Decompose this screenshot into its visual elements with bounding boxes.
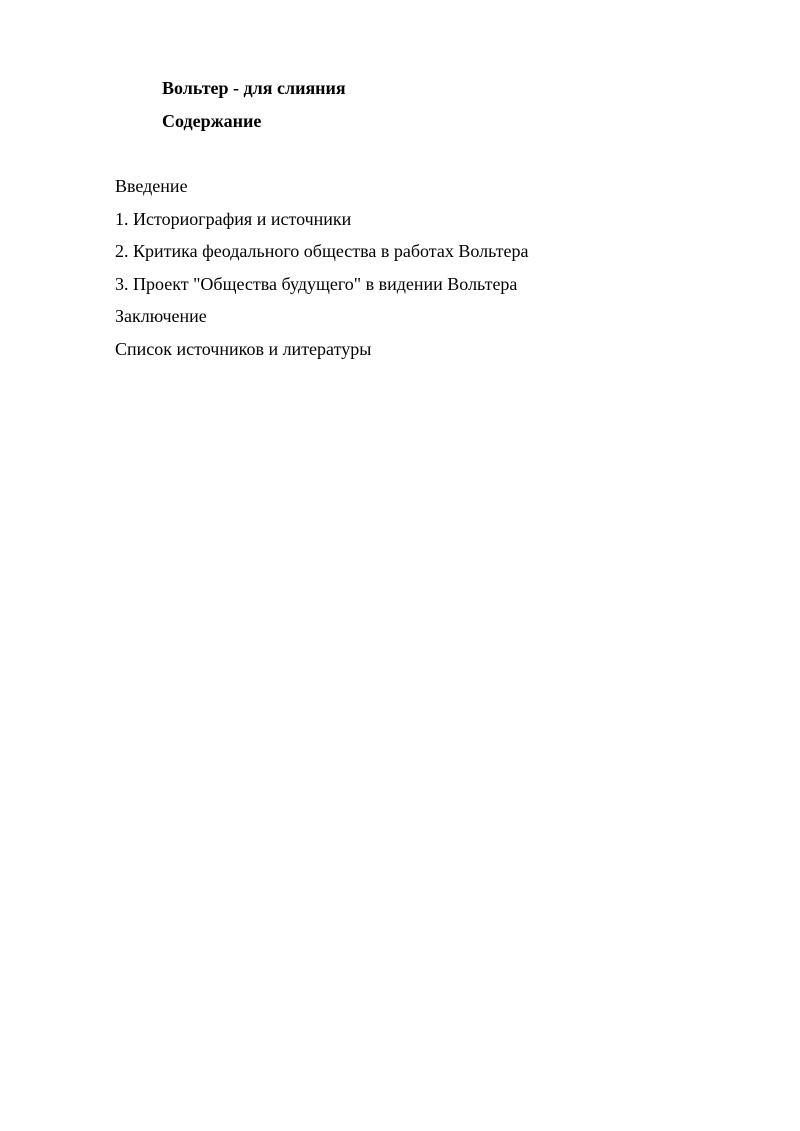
toc-item-society-of-future: 3. Проект "Общества будущего" в видении Вольтера [115,273,518,294]
toc-item-introduction: Введение [115,176,188,196]
toc-heading: Содержание [162,111,262,131]
toc-item-sources-literature: Список источников и литературы [115,338,372,359]
table-of-contents [115,175,528,370]
document-title: Вольтер - для слияния [162,78,346,98]
toc-item-historiography: 1. Историография и источники [115,208,352,229]
toc-item-critique-feudal-society: 2. Критика феодального общества в работах Вольтера [115,241,529,261]
toc-item-conclusion: Заключение [115,306,207,326]
